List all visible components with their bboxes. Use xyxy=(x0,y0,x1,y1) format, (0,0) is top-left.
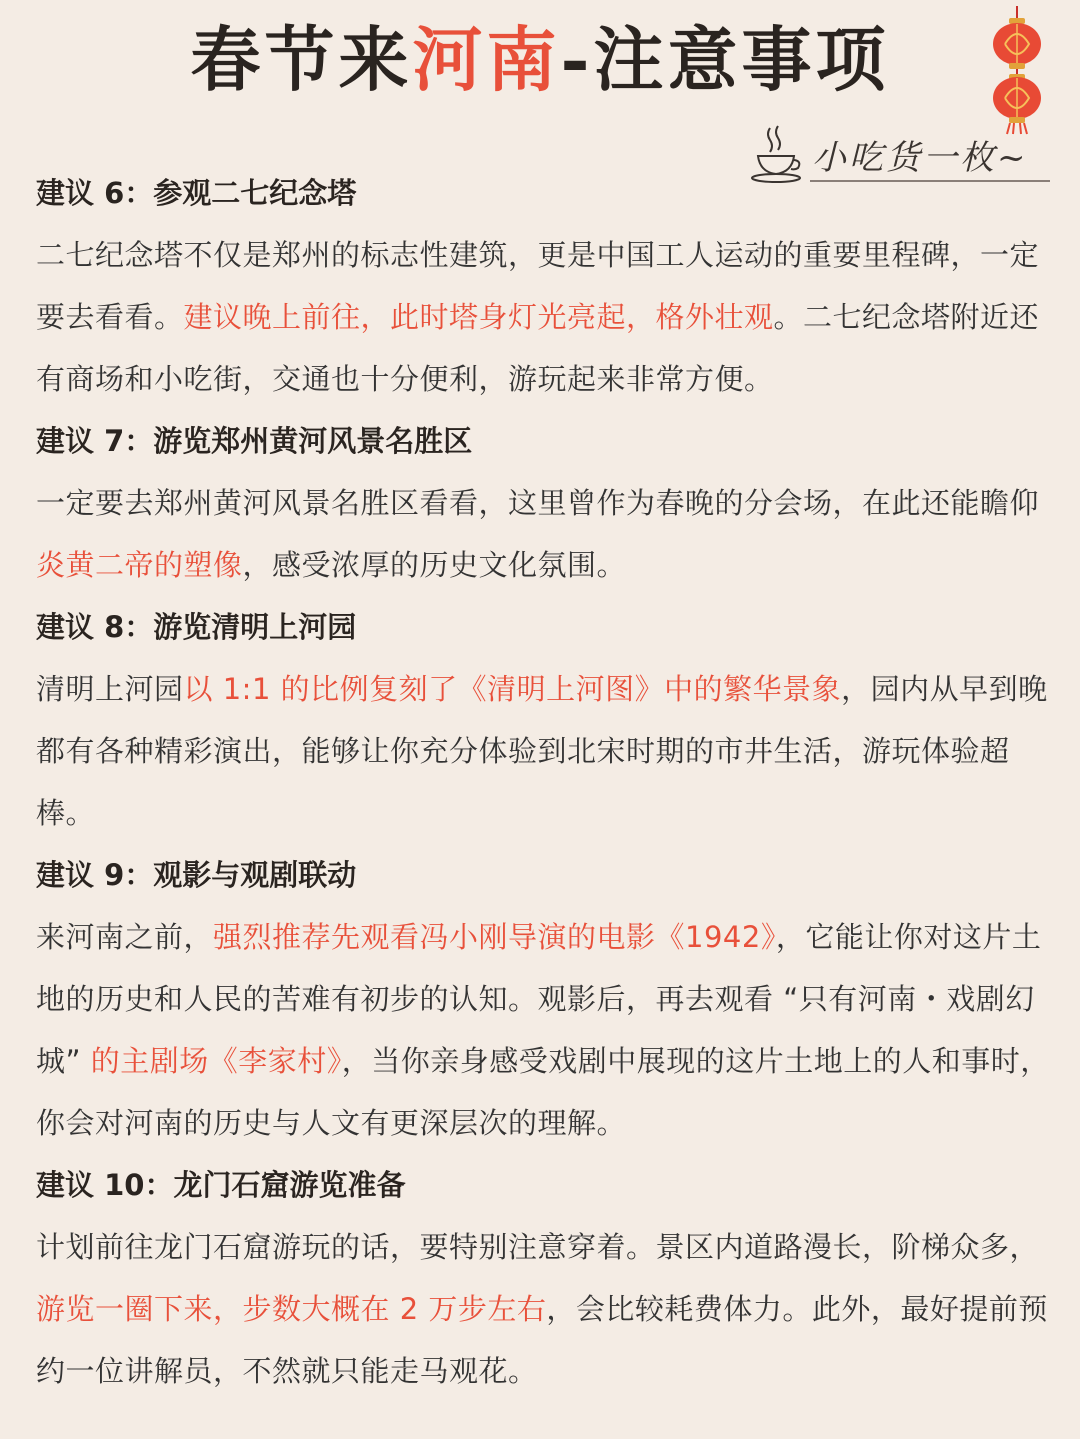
highlight-text: 炎黄二帝的塑像 xyxy=(36,548,243,582)
paragraph-text: 计划前往龙门石窟游玩的话，要特别注意穿着。景区内道路漫长，阶梯众多， xyxy=(36,1230,1040,1264)
paragraph-text: 二七纪念塔不仅是郑州的标志性建筑，更是中国工人运动的重要里程碑，一定要去看看。 xyxy=(36,238,1040,334)
section-heading: 建议 9：观影与观剧联动 xyxy=(36,858,357,892)
title-part1: 春节来 xyxy=(190,18,413,101)
highlight-text: 强烈推荐先观看冯小刚导演的电影《1942》 xyxy=(213,920,776,954)
signature-text: 小吃货一枚~ xyxy=(812,138,1029,178)
title-highlight: 河南 xyxy=(412,18,561,101)
section-paragraph xyxy=(36,224,1050,410)
paragraph-text: 来河南之前， xyxy=(36,920,214,954)
paragraph-text: ，园内从早到晚都有各种精彩演出，能够让你充分体验到北宋时期的市井生活，游玩体验超棒。 xyxy=(36,672,1048,830)
section-heading: 建议 7：游览郑州黄河风景名胜区 xyxy=(36,424,473,458)
page-title xyxy=(0,18,1080,102)
paragraph-text: 一定要去郑州黄河风景名胜区看看，这里曾作为春晚的分会场，在此还能瞻仰 xyxy=(36,486,1040,520)
paragraph-text: ，会比较耗费体力。此外，最好提前预约一位讲解员，不然就只能走马观花。 xyxy=(36,1292,1048,1388)
section-paragraph xyxy=(36,658,1050,844)
highlight-text: 建议晚上前往，此时塔身灯光亮起，格外壮观 xyxy=(183,300,774,334)
paragraph-text: ，当你亲身感受戏剧中展现的这片土地上的人和事时，你会对河南的历史与人文有更深层次的理解。 xyxy=(36,1044,1050,1140)
paragraph-text: ，感受浓厚的历史文化氛围。 xyxy=(242,548,627,582)
section-paragraph xyxy=(36,1216,1050,1402)
paragraph-text: 清明上河园 xyxy=(36,672,184,706)
section-heading: 建议 10：龙门石窟游览准备 xyxy=(36,1168,406,1202)
highlight-text: 游览一圈下来，步数大概在 2 万步左右 xyxy=(36,1292,547,1326)
highlight-text: 以 1:1 的比例复刻了《清明上河图》中的繁华景象 xyxy=(183,672,842,706)
title-part2: -注意事项 xyxy=(560,18,890,101)
section-paragraph xyxy=(36,472,1050,596)
section-heading: 建议 6：参观二七纪念塔 xyxy=(36,176,357,210)
highlight-text: 的主剧场《李家村》 xyxy=(90,1044,342,1078)
main-content xyxy=(36,162,1050,1402)
section-paragraph xyxy=(36,906,1050,1154)
paragraph-text: 。二七纪念塔附近还有商场和小吃街，交通也十分便利，游玩起来非常方便。 xyxy=(36,300,1040,396)
paragraph-text: ，它能让你对这片土地的历史和人民的苦难有初步的认知。观影后，再去观看 “只有河南・戏剧幻城” xyxy=(36,920,1042,1078)
lantern-icon xyxy=(982,6,1052,136)
section-heading: 建议 8：游览清明上河园 xyxy=(36,610,357,644)
